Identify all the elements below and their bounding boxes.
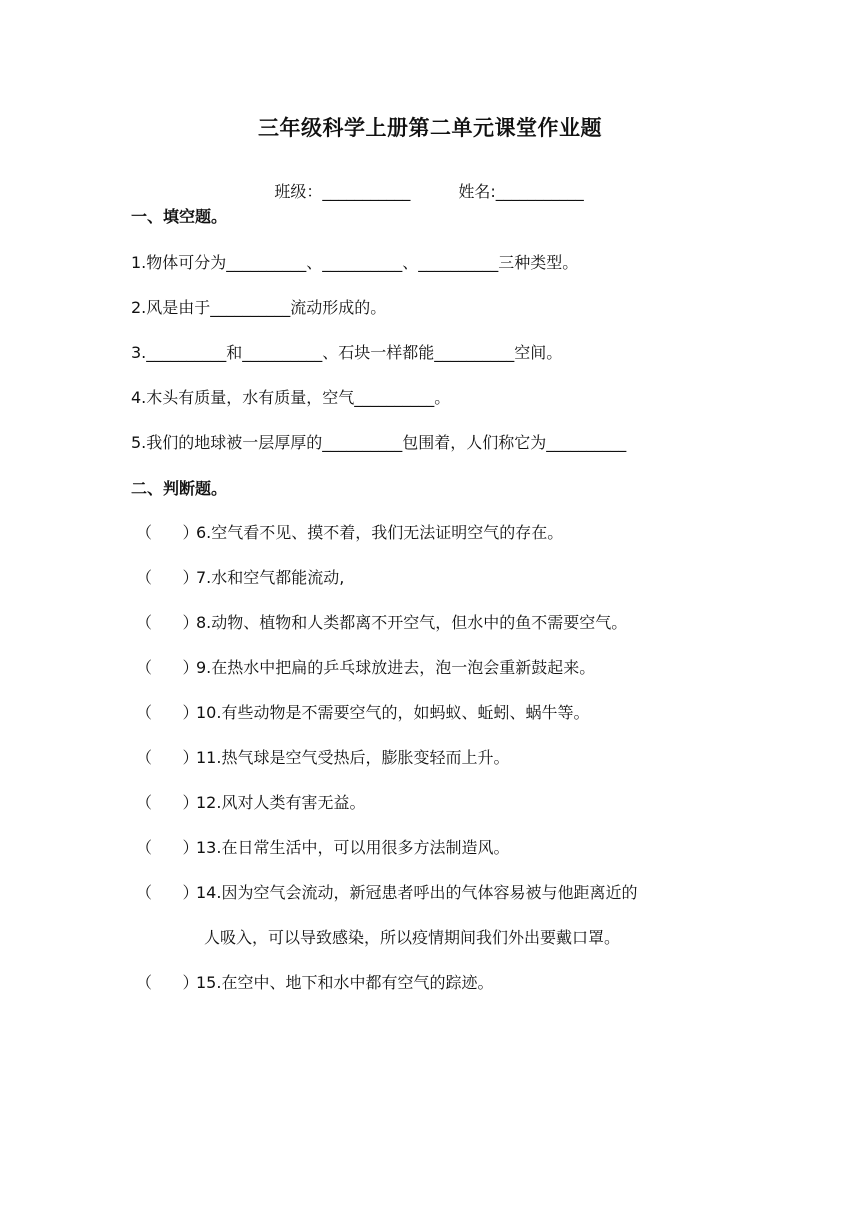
answer-parentheses: （ ） [136,883,199,902]
answer-parentheses: （ ） [136,793,199,812]
answer-parentheses: （ ） [136,658,199,677]
answer-parentheses: （ ） [136,838,199,857]
true-false-item-13: 13.在日常生活中，可以用很多方法制造风。 [196,838,510,857]
fill-blank-item-5: 5.我们的地球被一层厚厚的__________包围着，人们称它为__________ [131,433,627,452]
page-title: 三年级科学上册第二单元课堂作业题 [258,116,602,140]
true-false-item-11: 11.热气球是空气受热后，膨胀变轻而上升。 [196,748,510,767]
true-false-item-15: 15.在空中、地下和水中都有空气的踪迹。 [196,973,494,992]
true-false-item-12: 12.风对人类有害无益。 [196,793,366,812]
section-fill-blank-heading: 一、填空题。 [131,207,228,226]
fill-blank-item-2: 2.风是由于__________流动形成的。 [131,298,387,317]
true-false-item-7: 7.水和空气都能流动, [196,568,345,587]
answer-parentheses: （ ） [136,568,199,587]
true-false-item-9: 9.在热水中把扁的乒乓球放进去，泡一泡会重新鼓起来。 [196,658,596,677]
true-false-item-14: 14.因为空气会流动，新冠患者呼出的气体容易被与他距离近的 [196,883,638,902]
true-false-item-10: 10.有些动物是不需要空气的，如蚂蚁、蚯蚓、蜗牛等。 [196,703,590,722]
answer-parentheses: （ ） [136,523,199,542]
true-false-item-8: 8.动物、植物和人类都离不开空气，但水中的鱼不需要空气。 [196,613,628,632]
fill-blank-item-3: 3.__________和__________、石块一样都能__________空间。 [131,343,563,362]
answer-parentheses: （ ） [136,613,199,632]
answer-parentheses: （ ） [136,973,199,992]
student-info-row [254,160,584,221]
answer-parentheses: （ ） [136,703,199,722]
fill-blank-item-1: 1.物体可分为__________、__________、__________三种类型。 [131,253,579,272]
name-field-label: 姓名:___________ [458,182,584,201]
answer-parentheses: （ ） [136,748,199,767]
true-false-item-6: 6.空气看不见、摸不着，我们无法证明空气的存在。 [196,523,564,542]
section-true-false-heading: 二、判断题。 [131,479,228,498]
fill-blank-item-4: 4.木头有质量，水有质量，空气__________。 [131,388,451,407]
class-field-label: 班级：___________ [274,182,411,201]
true-false-item-14-continuation: 人吸入，可以导致感染，所以疫情期间我们外出要戴口罩。 [204,928,621,947]
